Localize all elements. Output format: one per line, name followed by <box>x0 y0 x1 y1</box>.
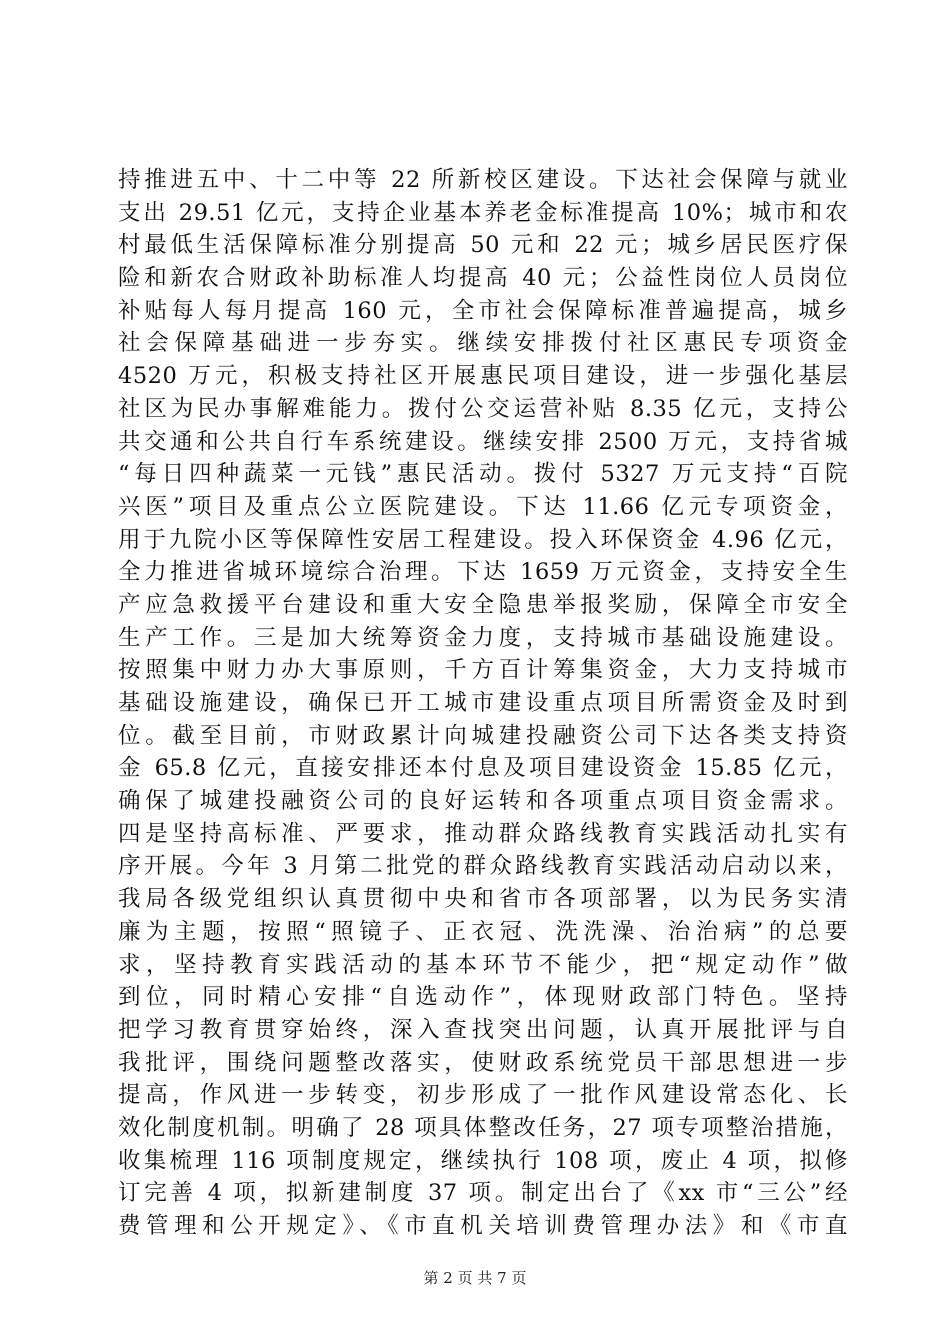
text-line: 我局各级党组织认真贯彻中央和省市各项部署，以为民务实清 <box>118 886 848 913</box>
text-line: 求，坚持教育实践活动的基本环节不能少，把“规定动作”做 <box>118 951 848 978</box>
text-line: 收集梳理 116 项制度规定，继续执行 108 项，废止 4 项，拟修 <box>118 1147 848 1174</box>
text-line: 订完善 4 项，拟新建制度 37 项。制定出台了《xx 市“三公”经 <box>118 1180 848 1207</box>
text-line: 产应急救援平台建设和重大安全隐患举报奖励，保障全市安全 <box>118 591 848 618</box>
text-line: 用于九院小区等保障性安居工程建设。投入环保资金 4.96 亿元， <box>118 526 848 553</box>
body-text <box>118 164 848 1243</box>
text-line: 持推进五中、十二中等 22 所新校区建设。下达社会保障与就业 <box>118 167 848 193</box>
text-line: 基础设施建设，确保已开工城市建设重点项目所需资金及时到 <box>118 690 848 716</box>
page-footer <box>0 1268 950 1288</box>
text-line: 4520 万元，积极支持社区开展惠民项目建设，进一步强化基层 <box>118 363 848 390</box>
text-line: 我批评，围绕问题整改落实，使财政系统党员干部思想进一步 <box>118 1049 848 1076</box>
text-line: 社区为民办事解难能力。拨付公交运营补贴 8.35 亿元，支持公 <box>118 395 848 422</box>
text-line: 险和新农合财政补助标准人均提高 40 元；公益性岗位人员岗位 <box>118 265 848 292</box>
text-line: 提高，作风进一步转变，初步形成了一批作风建设常态化、长 <box>118 1082 848 1109</box>
page-number: 第 2 页 共 7 页 <box>423 1269 527 1287</box>
text-line: 廉为主题，按照“照镜子、正衣冠、洗洗澡、治治病”的总要 <box>118 918 848 945</box>
text-line: 社会保障基础进一步夯实。继续安排拨付社区惠民专项资金 <box>118 330 848 357</box>
text-line: 序开展。今年 3 月第二批党的群众路线教育实践活动启动以来， <box>118 853 848 880</box>
text-line: 生产工作。三是加大统筹资金力度，支持城市基础设施建设。 <box>118 624 848 651</box>
text-line: 费管理和公开规定》、《市直机关培训费管理办法》和《市直 <box>118 1213 848 1239</box>
text-line: 支出 29.51 亿元，支持企业基本养老金标准提高 10%；城市和农 <box>118 199 848 226</box>
text-line: 补贴每人每月提高 160 元，全市社会保障标准普遍提高，城乡 <box>118 297 848 324</box>
text-line: 效化制度机制。明确了 28 项具体整改任务，27 项专项整治措施， <box>118 1114 848 1141</box>
text-line: 兴医”项目及重点公立医院建设。下达 11.66 亿元专项资金， <box>118 493 848 520</box>
text-line: 位。截至目前，市财政累计向城建投融资公司下达各类支持资 <box>118 722 848 749</box>
text-line: 确保了城建投融资公司的良好运转和各项重点项目资金需求。 <box>118 788 848 815</box>
text-line: 到位，同时精心安排“自选动作”，体现财政部门特色。坚持 <box>118 984 848 1011</box>
text-line: 把学习教育贯穿始终，深入查找突出问题，认真开展批评与自 <box>118 1016 848 1043</box>
text-line: 村最低生活保障标准分别提高 50 元和 22 元；城乡居民医疗保 <box>118 232 848 259</box>
text-line: 全力推进省城环境综合治理。下达 1659 万元资金，支持安全生 <box>118 559 848 586</box>
text-line: “每日四种蔬菜一元钱”惠民活动。拨付 5327 万元支持“百院 <box>118 461 848 488</box>
text-line: 金 65.8 亿元，直接安排还本付息及项目建设资金 15.85 亿元， <box>118 755 848 782</box>
text-line: 四是坚持高标准、严要求，推动群众路线教育实践活动扎实有 <box>118 820 848 847</box>
text-line: 按照集中财力办大事原则，千方百计筹集资金，大力支持城市 <box>118 657 848 684</box>
text-line: 共交通和公共自行车系统建设。继续安排 2500 万元，支持省城 <box>118 428 848 455</box>
